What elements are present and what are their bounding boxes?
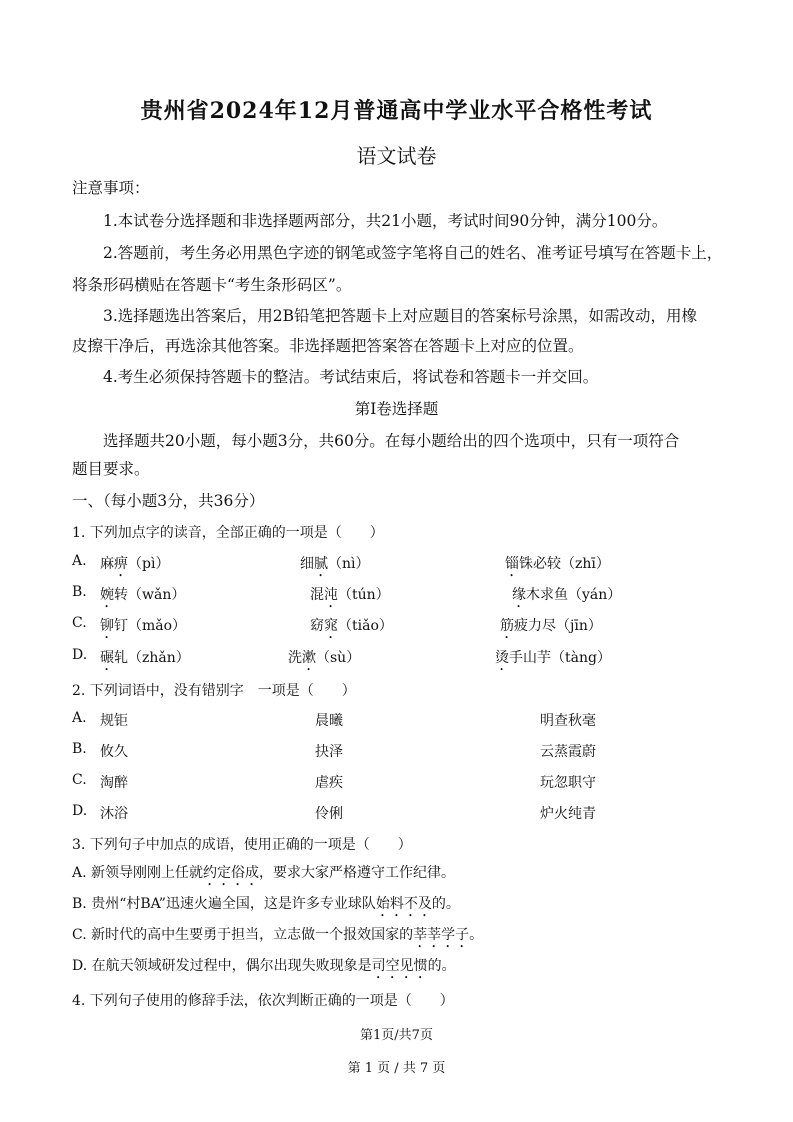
dotted-character: 沌: [324, 587, 338, 603]
question-2-stem: 2. 下列词语中，没有错别字 一项是（ ）: [72, 683, 356, 699]
option-item: [500, 615, 602, 642]
option-label: B.: [72, 584, 87, 600]
option-item: 虐疾: [315, 775, 343, 791]
option-label: B.: [72, 741, 87, 757]
option-text: 贵州“村BA”迅速火遍全国，这是许多专业球队: [91, 896, 376, 912]
dotted-character: 腻: [314, 556, 328, 572]
option-item: [288, 647, 360, 674]
option-item: 晨曦: [315, 713, 343, 729]
option-text: 窈: [310, 618, 324, 634]
exam-title: 贵州省2024年12月普通高中学业水平合格性考试: [140, 98, 653, 124]
option-item: 伶俐: [315, 806, 343, 822]
option-item: [310, 615, 393, 642]
option-sentence: [72, 862, 455, 889]
dotted-character: 铆: [100, 618, 114, 634]
dotted-character: 漱: [302, 650, 316, 666]
option-label: C.: [72, 927, 87, 943]
option-text: 新领导刚刚上任就: [91, 865, 204, 881]
option-label: C.: [72, 615, 87, 631]
question-3-stem: 3. 下列句子中加点的成语，使用正确的一项是（ ）: [72, 837, 412, 853]
option-label: D.: [72, 803, 88, 819]
dotted-character: 婉: [100, 587, 114, 603]
notice-heading: 注意事项：: [72, 179, 150, 197]
option-text: 。: [469, 927, 484, 943]
option-sentence: [72, 924, 483, 951]
dotted-character: 痹: [114, 556, 128, 572]
notice-line: 1.本试卷分选择题和非选择题两部分，共21小题，考试时间90分钟，满分100分。: [103, 212, 668, 230]
dotted-character: 烫: [495, 650, 509, 666]
option-text: 混: [310, 587, 324, 603]
option-item: 沐浴: [100, 806, 128, 822]
option-item: [100, 584, 185, 611]
notice-line: 3.选择题选出答案后，用2B铅笔把答题卡上对应题目的答案标号涂黑，如需改动，用橡: [103, 307, 698, 325]
option-text: 木求鱼（yán）: [526, 587, 622, 603]
option-text: 的。: [427, 958, 456, 974]
option-item: 规钜: [100, 713, 128, 729]
option-text: 麻: [100, 556, 114, 572]
option-item: 抉泽: [315, 744, 343, 760]
option-item: 明查秋毫: [540, 713, 596, 729]
option-text: ，要求大家严格遵守工作纪律。: [259, 865, 456, 881]
option-item: 云蒸霞蔚: [540, 744, 596, 760]
section-intro: 题目要求。: [72, 460, 150, 478]
option-sentence: [72, 893, 460, 920]
option-text: 转（wǎn）: [114, 587, 186, 603]
option-text: （pì）: [128, 556, 170, 572]
notice-line: 将条形码横贴在答题卡“考生条形码区”。: [72, 276, 352, 294]
notice-line: 2.答题前，考生务必用黑色字迹的钢笔或签字笔将自己的姓名、准考证号填写在答题卡上，: [103, 244, 723, 262]
option-label: C.: [72, 772, 87, 788]
option-text: 钉（mǎo）: [114, 618, 187, 634]
option-label: D.: [72, 958, 88, 974]
option-text: （nì）: [328, 556, 370, 572]
section-intro: 选择题共20小题，每小题3分，共60分。在每小题给出的四个选项中，只有一项符合: [103, 432, 680, 450]
option-label: B.: [72, 896, 87, 912]
option-label: A.: [72, 710, 87, 726]
option-text: 手山芋（tàng）: [509, 650, 611, 666]
dotted-character: 锱: [505, 556, 519, 572]
option-item: [505, 553, 610, 580]
dotted-idiom: 莘莘学子: [413, 927, 470, 943]
option-text: 新时代的高中生要勇于担当，立志做一个报效国家的: [91, 927, 414, 943]
question-4-stem: 4. 下列句子使用的修辞手法，依次判断正确的一项是（ ）: [72, 993, 454, 1009]
option-sentence: [72, 955, 456, 982]
notice-line: 4.考生必须保持答题卡的整洁。考试结束后，将试卷和答题卡一并交回。: [103, 368, 599, 386]
dotted-character: 筋: [500, 618, 514, 634]
option-item: [100, 615, 186, 642]
option-text: 铢必较（zhī）: [519, 556, 610, 572]
exam-subtitle: 语文试卷: [356, 144, 437, 168]
option-item: [495, 647, 611, 674]
option-item: 玩忽职守: [540, 775, 596, 791]
option-item: 淘醉: [100, 775, 128, 791]
page-footer: 第 1 页 / 共 7 页: [347, 1061, 446, 1076]
option-text: （sù）: [316, 650, 361, 666]
option-text: 细: [300, 556, 314, 572]
option-label: A.: [72, 553, 87, 569]
dotted-idiom: 约定俗成: [203, 865, 260, 881]
section-title: 第I卷选择题: [354, 400, 439, 418]
notice-line: 皮擦干净后，再选涂其他答案。非选择题把答案答在答题卡上对应的位置。: [72, 337, 584, 355]
option-item: 炉火纯青: [540, 806, 596, 822]
option-text: （tún）: [338, 587, 390, 603]
option-text: 疲力尽（jīn）: [514, 618, 602, 634]
option-item: [100, 553, 169, 580]
dotted-character: 缘: [512, 587, 526, 603]
option-item: 攸久: [100, 744, 128, 760]
option-text: 洗: [288, 650, 302, 666]
option-label: D.: [72, 647, 88, 663]
option-text: 的。: [431, 896, 460, 912]
dotted-idiom: 司空见惯: [371, 958, 428, 974]
option-item: [512, 584, 621, 611]
option-item: [310, 584, 390, 611]
part-one-heading: 一、（每小题3分，共36分）: [72, 492, 265, 510]
option-label: A.: [72, 865, 87, 881]
dotted-idiom: 始料不及: [375, 896, 432, 912]
question-1-stem: 1. 下列加点字的读音，全部正确的一项是（ ）: [72, 525, 384, 541]
option-text: （tiǎo）: [338, 618, 393, 634]
page-number: 第1页/共7页: [360, 1028, 433, 1043]
option-item: [100, 647, 190, 674]
option-text: 在航天领域研发过程中，偶尔出现失败现象是: [91, 958, 372, 974]
option-item: [300, 553, 370, 580]
dotted-character: 窕: [324, 618, 338, 634]
option-text: 轧（zhǎn）: [114, 650, 190, 666]
dotted-character: 碾: [100, 650, 114, 666]
